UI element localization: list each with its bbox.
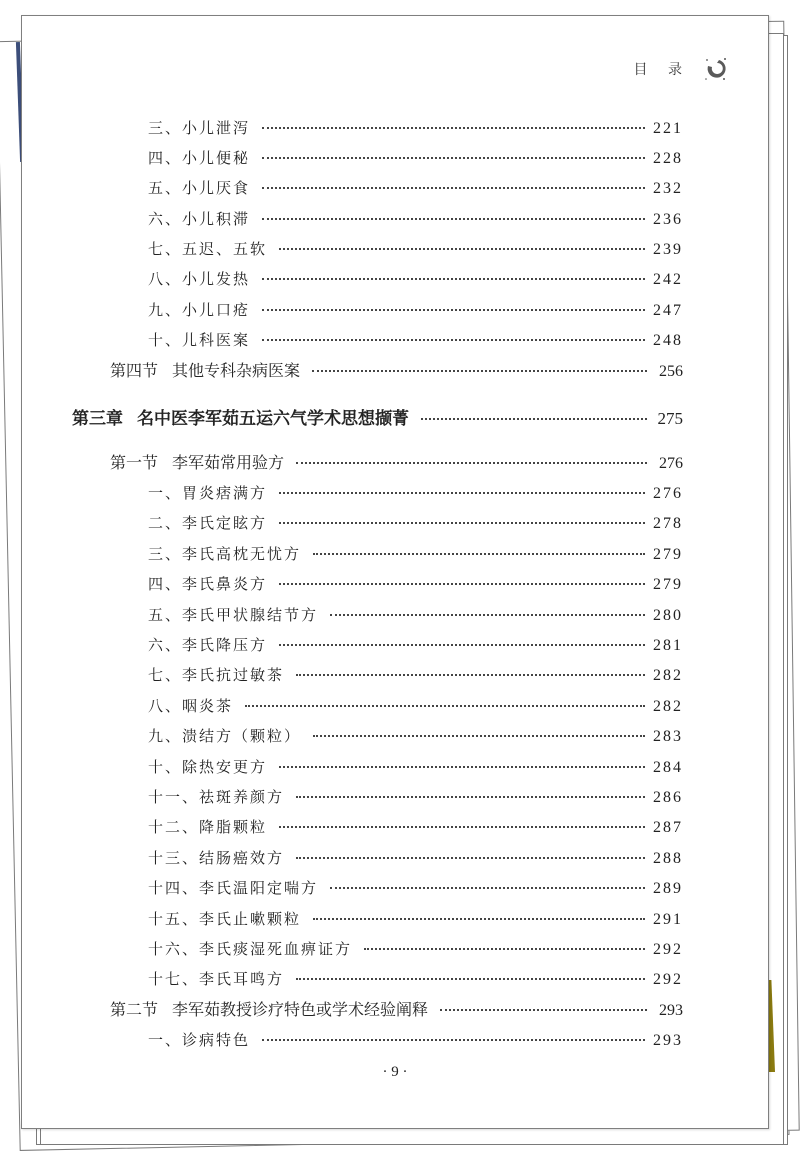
toc-entry-section[interactable] [110,452,683,474]
dot-leader [279,234,645,250]
toc-entry-page-number: 282 [653,667,683,684]
toc-entry-label [110,453,284,473]
toc-entry-label: 四、李氏鼻炎方 [148,575,268,593]
toc-entry-item[interactable] [148,329,683,351]
toc-entry-label: 十五、李氏止嗽颗粒 [148,910,302,928]
toc-entry-item[interactable] [148,147,683,169]
toc-entry-page-number: 293 [653,1032,683,1049]
dot-leader [279,508,645,524]
toc-entry-label: 六、李氏降压方 [148,636,268,654]
dot-leader [312,356,647,372]
toc-entry-label [110,1000,428,1020]
toc-entry-label: 十二、降脂颗粒 [148,818,268,836]
toc-entry-label: 四、小儿便秘 [148,149,251,167]
toc-entry-number: 第三章 [72,409,123,429]
toc-entry-label: 十四、李氏温阳定喘方 [148,879,319,897]
toc-entry-chapter[interactable] [72,408,683,429]
toc-entry-item[interactable] [148,664,683,686]
toc-entry-item[interactable] [148,177,683,199]
toc-entry-item[interactable] [148,816,683,838]
toc-entry-item[interactable] [148,695,683,717]
toc-entry-page-number: 248 [653,332,683,349]
toc-entry-item[interactable] [148,877,683,899]
toc-entry-page-number: 282 [653,698,683,715]
toc-entry-item[interactable] [148,299,683,321]
toc-entry-label: 八、小儿发热 [148,270,251,288]
dot-leader [245,691,645,707]
toc-entry-label: 一、诊病特色 [148,1031,251,1049]
toc-entry-item[interactable] [148,573,683,595]
toc-entry-number: 第二节 [110,1000,159,1019]
toc-entry-label: 十三、结肠癌效方 [148,849,285,867]
toc-entry-label: 八、咽炎茶 [148,697,234,715]
toc-entry-label: 一、胃炎痞满方 [148,484,268,502]
dot-leader [279,478,645,494]
toc-entry-page-number: 221 [653,120,683,137]
dot-leader [262,295,645,311]
dot-leader [279,752,645,768]
toc-entry-label: 五、李氏甲状腺结节方 [148,606,319,624]
toc-entry-page-number: 279 [653,546,683,563]
dot-leader [296,660,645,676]
toc-entry-label [72,409,409,429]
toc-entry-label: 十七、李氏耳鸣方 [148,970,285,988]
toc-entry-label: 九、溃结方（颗粒） [148,727,302,745]
toc-entry-item[interactable] [148,117,683,139]
toc-page [21,15,769,1129]
toc-entry-item[interactable] [148,1029,683,1051]
toc-entry-item[interactable] [148,634,683,656]
toc-entry-page-number: 286 [653,789,683,806]
toc-entry-item[interactable] [148,725,683,747]
dot-leader [313,904,645,920]
toc-entry-number: 第一节 [110,453,159,472]
toc-entry-item[interactable] [148,208,683,230]
toc-entry-page-number: 289 [653,880,683,897]
toc-entry-label: 二、李氏定眩方 [148,514,268,532]
toc-entry-section[interactable] [110,360,683,382]
toc-entry-number: 第四节 [110,361,159,380]
toc-entry-page-number: 275 [657,409,683,428]
toc-entry-label [110,361,300,381]
toc-entry-page-number: 276 [659,455,683,472]
dot-leader [262,204,645,220]
dot-leader [296,782,645,798]
dot-leader [313,539,645,555]
toc-entry-label: 六、小儿积滞 [148,210,251,228]
dot-leader [296,448,647,464]
dot-leader [330,600,645,616]
dot-leader [262,173,645,189]
toc-entry-label: 三、小儿泄泻 [148,119,251,137]
dot-leader [313,721,645,737]
toc-entry-page-number: 278 [653,515,683,532]
dot-leader [296,964,645,980]
toc-entry-item[interactable] [148,938,683,960]
toc-entry-page-number: 292 [653,941,683,958]
toc-entry-label: 十、儿科医案 [148,331,251,349]
toc-entry-item[interactable] [148,543,683,565]
page-header [634,54,730,84]
toc-entry-title: 李军茹教授诊疗特色或学术经验阐释 [172,1000,429,1019]
toc-entry-page-number: 284 [653,759,683,776]
dot-leader [262,113,645,129]
dot-leader [262,325,645,341]
toc-entry-item[interactable] [148,512,683,534]
dot-leader [262,143,645,159]
toc-entry-item[interactable] [148,908,683,930]
toc-entry-item[interactable] [148,786,683,808]
toc-entry-label: 九、小儿口疮 [148,301,251,319]
toc-entry-page-number: 287 [653,819,683,836]
toc-entry-page-number: 288 [653,850,683,867]
page-number: · 9 · [382,1064,408,1080]
toc-entry-item[interactable] [148,238,683,260]
toc-entry-page-number: 291 [653,911,683,928]
dot-leader [279,630,645,646]
toc-entry-page-number: 279 [653,576,683,593]
toc-entry-item[interactable] [148,604,683,626]
toc-entry-label: 七、李氏抗过敏茶 [148,666,285,684]
dot-leader [296,843,645,859]
dot-leader [421,404,647,420]
toc-entry-label: 七、五迟、五软 [148,240,268,258]
toc-entry-page-number: 228 [653,150,683,167]
toc-entry-page-number: 283 [653,728,683,745]
dot-leader [364,934,645,950]
toc-entry-page-number: 236 [653,211,683,228]
toc-entry-page-number: 232 [653,180,683,197]
toc-entry-page-number: 281 [653,637,683,654]
toc-entry-page-number: 242 [653,271,683,288]
toc-entry-section[interactable] [110,999,683,1021]
dot-leader [279,812,645,828]
toc-entry-label: 五、小儿厌食 [148,179,251,197]
toc-entry-page-number: 256 [659,363,683,380]
toc-entry-page-number: 276 [653,485,683,502]
toc-entry-item[interactable] [148,847,683,869]
toc-entry-item[interactable] [148,968,683,990]
toc-entry-title: 其他专科杂病医案 [172,361,301,380]
toc-entry-item[interactable] [148,482,683,504]
dot-leader [262,1025,645,1041]
dot-leader [330,873,645,889]
toc-entry-title: 名中医李军茹五运六气学术思想撷菁 [137,409,409,429]
dot-leader [279,569,645,585]
toc-entry-item[interactable] [148,756,683,778]
toc-entry-page-number: 239 [653,241,683,258]
toc-entry-label: 十六、李氏痰湿死血痹证方 [148,940,353,958]
toc-entry-title: 李军茹常用验方 [172,453,285,472]
toc-entry-page-number: 247 [653,302,683,319]
toc-entry-label: 十、除热安更方 [148,758,268,776]
header-title: 目 录 [633,62,690,78]
toc-entry-page-number: 280 [653,607,683,624]
dot-leader [440,995,647,1011]
swirl-logo-icon [700,54,730,84]
toc-entry-label: 十一、祛斑养颜方 [148,788,285,806]
dot-leader [262,264,645,280]
toc-entry-page-number: 293 [659,1002,683,1019]
toc-entry-page-number: 292 [653,971,683,988]
toc-entry-item[interactable] [148,268,683,290]
toc-entry-label: 三、李氏高枕无忧方 [148,545,302,563]
